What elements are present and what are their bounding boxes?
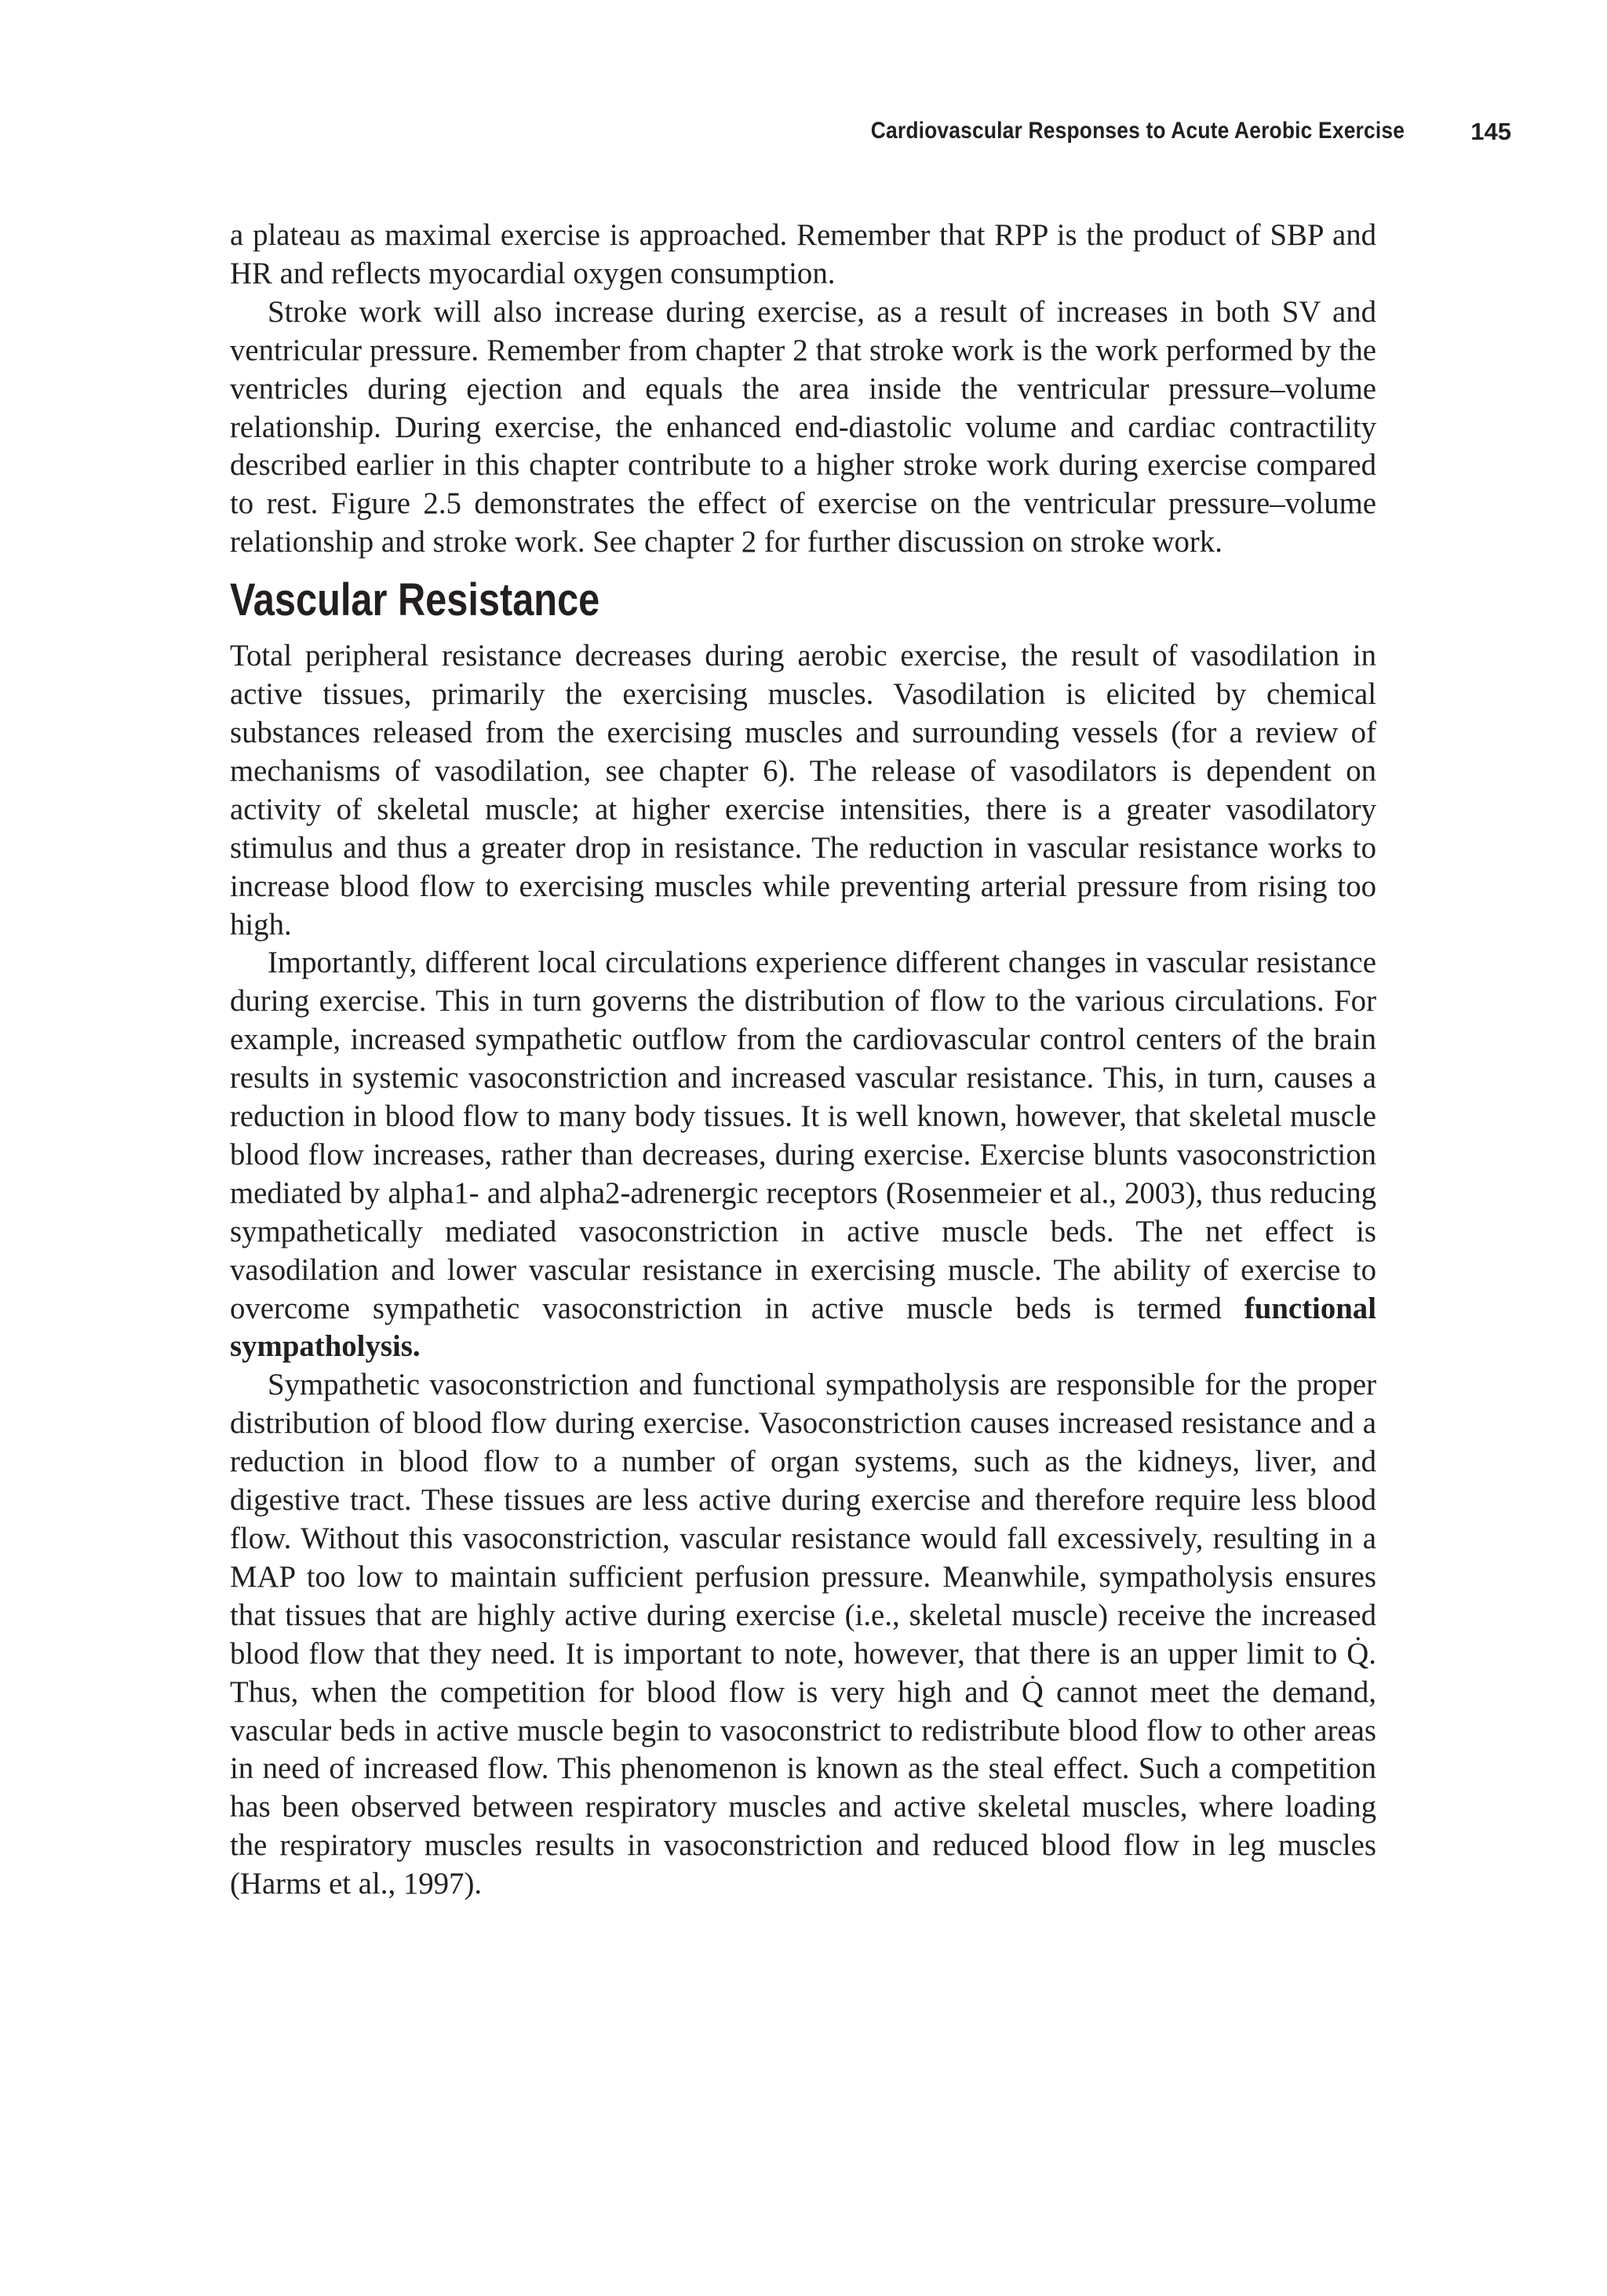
- paragraph-continued: a plateau as maximal exercise is approached. Remember that RPP is the product of SBP and HR and reflects myocardial oxygen consumption.: [230, 218, 1376, 290]
- paragraph-stroke-work: Stroke work will also increase during exercise, as a result of increases in both SV and ventricular pressure. Remember from chapter 2 that stroke work is the work performed by the ventricles during ejection and equals the area inside the ventricular pressure–volume relationship. During exercise, the enhanced end-diastolic volume and cardiac contractility described earlier in this chapter contribute to a higher stroke work during exercise compared to rest. Figure 2.5 demonstrates the effect of exercise on the ventricular pressure–volume relationship and stroke work. See chapter 2 for further discussion on stroke work.: [230, 294, 1376, 559]
- body-text: [230, 217, 1376, 1904]
- key-term-functional-sympatholysis: functional sympatholysis.: [230, 1291, 1376, 1364]
- paragraph-sympathetic-vasoconstriction: Sympathetic vasoconstriction and functional sympatholysis are responsible for the proper distribution of blood flow during exercise. Vasoconstriction causes increased resistance and a reduction in blood flow to a number of organ systems, such as the kidneys, liver, and digestive tract. These tissues are less active during exercise and therefore require less blood flow. Without this vasoconstriction, vascular resistance would fall excessively, resulting in a MAP too low to maintain sufficient perfusion pressure. Meanwhile, sympatholysis ensures that tissues that are highly active during exercise (i.e., skeletal muscle) receive the increased blood flow that they need. It is important to note, however, that there is an upper limit to Q̇. Thus, when the competition for blood flow is very high and Q̇ cannot meet the demand, vascular beds in active muscle begin to vasoconstrict to redistribute blood flow to other areas in need of increased flow. This phenomenon is known as the steal effect. Such a competition has been observed between respiratory muscles and active skeletal muscles, where loading the respiratory muscles results in vasoconstriction and reduced blood flow in leg muscles (Harms et al., 1997).: [230, 1368, 1376, 1901]
- paragraph-local-circulations-text: Importantly, different local circulations experience different changes in vascular resistance during exercise. This in turn governs the distribution of flow to the various circulations. For example, increased sympathetic outflow from the cardiovascular control centers of the brain results in systemic vasoconstriction and increased vascular resistance. This, in turn, causes a reduction in blood flow to many body tissues. It is well known, however, that skeletal muscle blood flow increases, rather than decreases, during exercise. Exercise blunts vasoconstriction mediated by alpha1- and alpha2-adrenergic receptors (Rosenmeier et al., 2003), thus reducing sympathetically mediated vasoconstriction in active muscle beds. The net effect is vasodilation and lower vascular resistance in exercising muscle. The ability of exercise to overcome sympathetic vasoconstriction in active muscle beds is termed: [230, 946, 1376, 1325]
- running-header-title: Cardiovascular Responses to Acute Aerobic Exercise: [870, 118, 1405, 144]
- page-number: 145: [1470, 118, 1511, 145]
- section-heading-vascular-resistance: Vascular Resistance: [230, 574, 600, 626]
- paragraph-total-peripheral-resistance: Total peripheral resistance decreases during aerobic exercise, the result of vasodilation in active tissues, primarily the exercising muscles. Vasodilation is elicited by chemical substances released from the exercising muscles and surrounding vessels (for a review of mechanisms of vasodilation, see chapter 6). The release of vasodilators is dependent on activity of skeletal muscle; at higher exercise intensities, there is a greater vasodilatory stimulus and thus a greater drop in resistance. The reduction in vascular resistance works to increase blood flow to exercising muscles while preventing arterial pressure from rising too high.: [230, 639, 1376, 942]
- paragraph-local-circulations: [230, 944, 1376, 1366]
